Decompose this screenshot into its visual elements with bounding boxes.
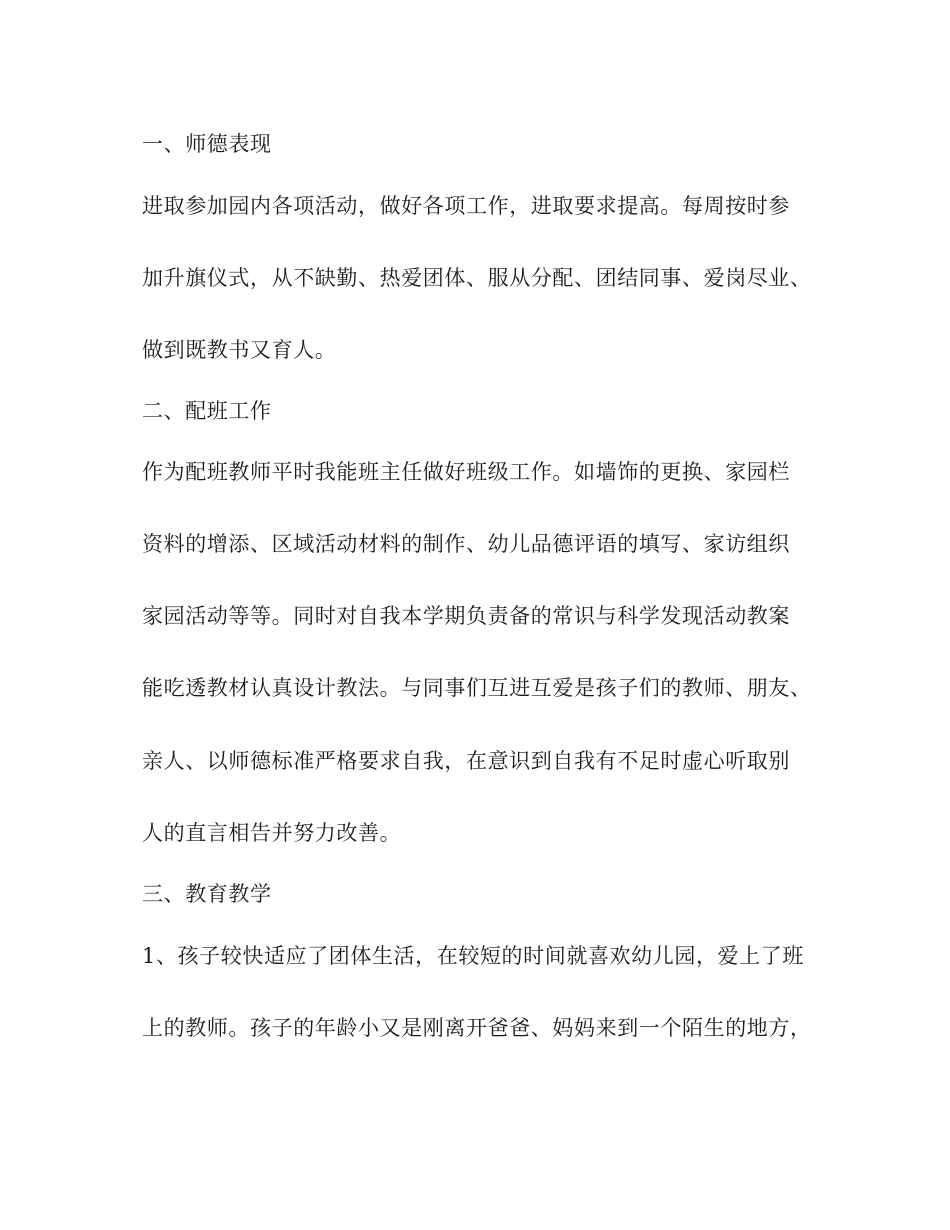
section-heading-class-work: 二、配班工作 bbox=[142, 399, 272, 423]
paragraph-line: 做到既教书又育人。 bbox=[142, 338, 337, 362]
section-heading-teaching: 三、教育教学 bbox=[142, 882, 272, 906]
paragraph-line: 亲人、以师德标准严格要求自我，在意识到自我有不足时虚心听取别 bbox=[142, 749, 790, 773]
paragraph-line: 能吃透教材认真设计教法。与同事们互进互爱是孩子们的教师、朋友、 bbox=[142, 676, 812, 700]
paragraph-line: 人的直言相告并努力改善。 bbox=[142, 821, 402, 845]
paragraph-line: 作为配班教师平时我能班主任做好班级工作。如墙饰的更换、家园栏 bbox=[142, 460, 790, 484]
paragraph-line: 进取参加园内各项活动，做好各项工作，进取要求提高。每周按时参 bbox=[142, 194, 790, 218]
paragraph-line: 家园活动等等。同时对自我本学期负责备的常识与科学发现活动教案 bbox=[142, 604, 790, 628]
paragraph-line: 上的教师。孩子的年龄小又是刚离开爸爸、妈妈来到一个陌生的地方， bbox=[142, 1016, 812, 1040]
paragraph-line: 资料的增添、区域活动材料的制作、幼儿品德评语的填写、家访组织 bbox=[142, 532, 790, 556]
paragraph-line: 加升旗仪式，从不缺勤、热爱团体、服从分配、团结同事、爱岗尽业、 bbox=[142, 266, 812, 290]
paragraph-line: 1、孩子较快适应了团体生活，在较短的时间就喜欢幼儿园，爱上了班 bbox=[142, 944, 804, 968]
section-heading-teacher-ethics: 一、师德表现 bbox=[142, 132, 272, 156]
